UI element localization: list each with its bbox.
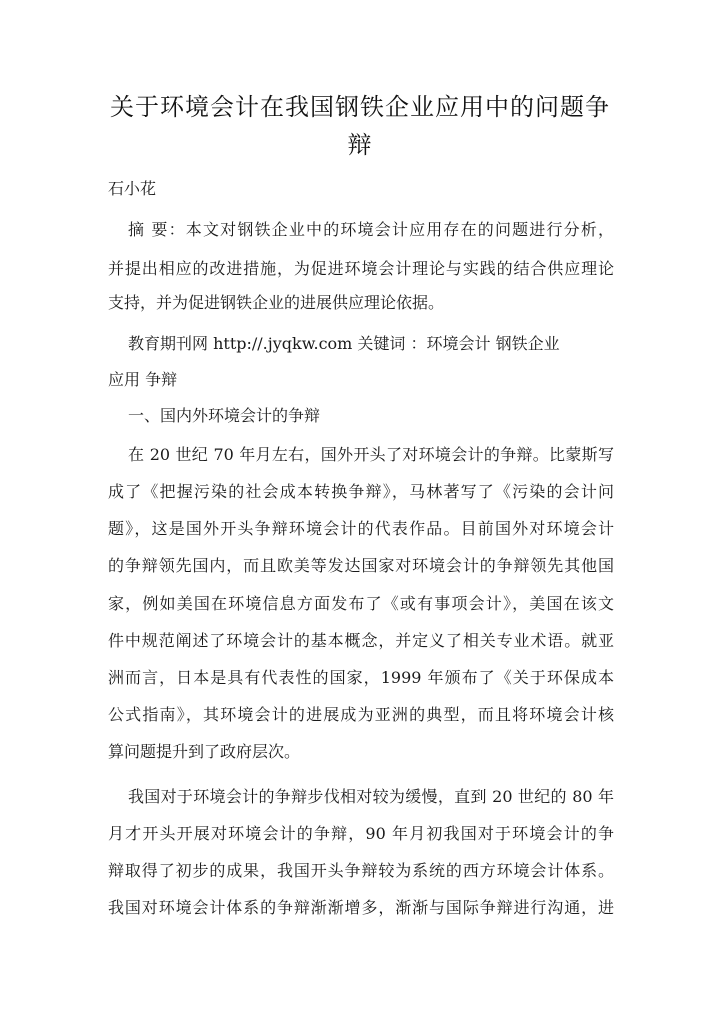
body-line: 的争辩领先国内，而且欧美等发达国家对环境会计的争辩领先其他国: [108, 556, 614, 575]
body-line: 月才开头开展对环境会计的争辩，90 年月初我国对于环境会计的争: [108, 824, 614, 843]
abstract-line: 并提出相应的改进措施，为促进环境会计理论与实践的结合供应理论: [108, 259, 614, 278]
body-line: 我国对环境会计体系的争辩渐渐增多，渐渐与国际争辩进行沟通，进: [108, 898, 614, 917]
body-line: 家，例如美国在环境信息方面发布了《或有事项会计》，美国在该文: [108, 594, 614, 613]
body-line: 辩取得了初步的成果，我国开头争辩较为系统的西方环境会计体系。: [108, 861, 614, 880]
body-line: 公式指南》，其环境会计的进展成为亚洲的典型，而且将环境会计核: [108, 705, 614, 724]
body-line: 成了《把握污染的社会成本转换争辩》，马林著写了《污染的会计问: [108, 482, 614, 501]
body-line: 在 20 世纪 70 年月左右，国外开头了对环境会计的争辩。比蒙斯写: [128, 445, 614, 464]
body-line: 件中规范阐述了环境会计的基本概念，并定义了相关专业术语。就亚: [108, 631, 614, 650]
body-line: 题》，这是国外开头争辩环境会计的代表作品。目前国外对环境会计: [108, 519, 614, 538]
abstract-line: 支持，并为促进钢铁企业的进展供应理论依据。: [108, 293, 445, 312]
abstract-line: 摘 要：本文对钢铁企业中的环境会计应用存在的问题进行分析，: [128, 220, 614, 239]
author-line: 石小花: [108, 179, 157, 198]
body-line: 洲而言，日本是具有代表性的国家，1999 年颁布了《关于环保成本: [108, 668, 614, 687]
document-title: 关于环境会计在我国钢铁企业应用中的问题争辩: [110, 93, 610, 159]
keywords-line: 教育期刊网 http://.jyqkw.com 关键词 ：环境会计 钢铁企业: [128, 334, 560, 353]
body-line: 我国对于环境会计的争辩步伐相对较为缓慢，直到 20 世纪的 80 年: [128, 787, 614, 806]
body-line: 算问题提升到了政府层次。: [108, 742, 301, 761]
keywords-line: 应用 争辩: [108, 370, 178, 389]
section-heading: 一、国内外环境会计的争辩: [128, 406, 321, 425]
